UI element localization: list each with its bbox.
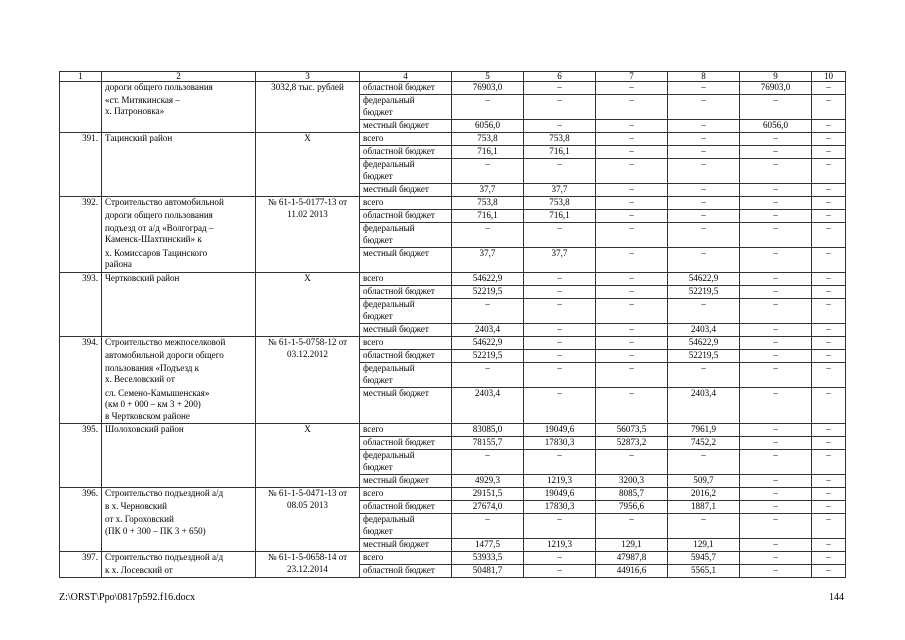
item-number: 397.: [60, 552, 102, 578]
amount-cell: –: [596, 450, 668, 475]
amount-cell: –: [812, 565, 846, 578]
amount-cell: 76903,0: [452, 82, 524, 95]
amount-cell: 753,8: [452, 197, 524, 210]
amount-cell: –: [524, 324, 596, 337]
column-header: 10: [812, 72, 846, 82]
amount-cell: –: [812, 475, 846, 488]
amount-cell: 17830,3: [524, 437, 596, 450]
table-row: [60, 350, 846, 363]
amount-cell: 2403,4: [668, 388, 740, 424]
amount-cell: –: [812, 488, 846, 501]
permit-document: 3032,8 тыс. рублей: [256, 82, 360, 133]
amount-cell: –: [668, 210, 740, 223]
amount-cell: –: [452, 95, 524, 120]
amount-cell: 753,8: [524, 197, 596, 210]
amount-cell: –: [524, 552, 596, 565]
amount-cell: 19049,6: [524, 488, 596, 501]
amount-cell: –: [740, 363, 812, 388]
amount-cell: 47987,8: [596, 552, 668, 565]
amount-cell: –: [812, 324, 846, 337]
amount-cell: –: [740, 248, 812, 273]
funding-source: местный бюджет: [360, 324, 452, 337]
table-row: [60, 120, 846, 133]
amount-cell: –: [596, 363, 668, 388]
amount-cell: –: [668, 159, 740, 184]
amount-cell: 52219,5: [452, 286, 524, 299]
object-description: [102, 475, 256, 488]
table-row: [60, 159, 846, 184]
amount-cell: –: [524, 95, 596, 120]
object-description: Строительство автомобильной: [102, 197, 256, 210]
amount-cell: –: [740, 565, 812, 578]
funding-source: областной бюджет: [360, 501, 452, 514]
amount-cell: 1477,5: [452, 539, 524, 552]
column-header: 6: [524, 72, 596, 82]
table-row: [60, 146, 846, 159]
object-description: [102, 159, 256, 184]
funding-source: всего: [360, 424, 452, 437]
amount-cell: 753,8: [524, 133, 596, 146]
amount-cell: 2403,4: [668, 324, 740, 337]
permit-document: Х: [256, 424, 360, 488]
amount-cell: –: [452, 159, 524, 184]
table-row: [60, 363, 846, 388]
amount-cell: –: [812, 184, 846, 197]
amount-cell: –: [740, 197, 812, 210]
amount-cell: 6056,0: [740, 120, 812, 133]
table-row: [60, 565, 846, 578]
amount-cell: –: [668, 450, 740, 475]
amount-cell: –: [524, 450, 596, 475]
amount-cell: 44916,6: [596, 565, 668, 578]
amount-cell: 1219,3: [524, 539, 596, 552]
amount-cell: 7452,2: [668, 437, 740, 450]
object-description: Строительство подъездной а/д: [102, 552, 256, 565]
object-description: подъезд от а/д «Волгоград – Каменск-Шахтинский» к: [102, 223, 256, 248]
amount-cell: –: [812, 450, 846, 475]
funding-source: федеральный бюджет: [360, 363, 452, 388]
amount-cell: –: [596, 133, 668, 146]
amount-cell: –: [524, 565, 596, 578]
object-description: сл. Семено-Камышенская» (км 0 + 000 – км 3 + 200) в Чертковском районе: [102, 388, 256, 424]
funding-source: федеральный бюджет: [360, 159, 452, 184]
amount-cell: 5565,1: [668, 565, 740, 578]
amount-cell: –: [524, 337, 596, 350]
amount-cell: –: [740, 424, 812, 437]
table-row: [60, 501, 846, 514]
amount-cell: 37,7: [524, 184, 596, 197]
amount-cell: 509,7: [668, 475, 740, 488]
funding-source: федеральный бюджет: [360, 514, 452, 539]
amount-cell: –: [740, 539, 812, 552]
table-row: [60, 248, 846, 273]
amount-cell: –: [740, 210, 812, 223]
amount-cell: 52219,5: [452, 350, 524, 363]
amount-cell: 52219,5: [668, 286, 740, 299]
funding-source: областной бюджет: [360, 565, 452, 578]
amount-cell: –: [740, 337, 812, 350]
amount-cell: 54622,9: [452, 337, 524, 350]
amount-cell: –: [812, 286, 846, 299]
amount-cell: –: [596, 146, 668, 159]
amount-cell: –: [740, 501, 812, 514]
funding-source: федеральный бюджет: [360, 95, 452, 120]
amount-cell: –: [740, 475, 812, 488]
amount-cell: –: [524, 273, 596, 286]
amount-cell: –: [596, 337, 668, 350]
amount-cell: 716,1: [524, 146, 596, 159]
amount-cell: –: [668, 133, 740, 146]
amount-cell: 129,1: [596, 539, 668, 552]
funding-source: местный бюджет: [360, 120, 452, 133]
table-body: [60, 82, 846, 578]
column-header: 9: [740, 72, 812, 82]
table-header-row: [60, 72, 846, 82]
item-number: 394.: [60, 337, 102, 424]
amount-cell: 29151,5: [452, 488, 524, 501]
permit-document: № 61-1-5-0471-13 от 08.05 2013: [256, 488, 360, 552]
amount-cell: –: [452, 299, 524, 324]
page-number: 144: [829, 592, 844, 603]
object-description: «ст. Митякинская – х. Патроновка»: [102, 95, 256, 120]
amount-cell: 50481,7: [452, 565, 524, 578]
object-description: пользования «Подъезд к х. Веселовский от: [102, 363, 256, 388]
amount-cell: –: [740, 146, 812, 159]
amount-cell: –: [524, 286, 596, 299]
amount-cell: 716,1: [452, 210, 524, 223]
amount-cell: 54622,9: [452, 273, 524, 286]
table-row: [60, 273, 846, 286]
amount-cell: –: [812, 350, 846, 363]
amount-cell: –: [812, 133, 846, 146]
amount-cell: –: [740, 388, 812, 424]
table-row: [60, 514, 846, 539]
amount-cell: 78155,7: [452, 437, 524, 450]
table-row: [60, 450, 846, 475]
amount-cell: –: [524, 159, 596, 184]
table-row: [60, 324, 846, 337]
column-header: 4: [360, 72, 452, 82]
object-description: Шолоховский район: [102, 424, 256, 437]
amount-cell: 83085,0: [452, 424, 524, 437]
amount-cell: –: [812, 248, 846, 273]
table-row: [60, 286, 846, 299]
amount-cell: –: [812, 424, 846, 437]
amount-cell: –: [596, 388, 668, 424]
amount-cell: –: [740, 437, 812, 450]
amount-cell: –: [812, 159, 846, 184]
amount-cell: 7961,9: [668, 424, 740, 437]
amount-cell: –: [596, 286, 668, 299]
amount-cell: 1219,3: [524, 475, 596, 488]
amount-cell: 53933,5: [452, 552, 524, 565]
table-row: [60, 184, 846, 197]
amount-cell: –: [812, 120, 846, 133]
funding-source: местный бюджет: [360, 388, 452, 424]
amount-cell: –: [596, 514, 668, 539]
table-row: [60, 299, 846, 324]
amount-cell: –: [740, 184, 812, 197]
amount-cell: –: [524, 363, 596, 388]
amount-cell: –: [596, 273, 668, 286]
object-description: [102, 324, 256, 337]
amount-cell: –: [812, 388, 846, 424]
amount-cell: –: [524, 514, 596, 539]
table-row: [60, 133, 846, 146]
amount-cell: –: [740, 324, 812, 337]
amount-cell: –: [596, 184, 668, 197]
amount-cell: –: [596, 120, 668, 133]
item-number: 396.: [60, 488, 102, 552]
object-description: к х. Лосевский от: [102, 565, 256, 578]
object-description: дороги общего пользования: [102, 210, 256, 223]
amount-cell: 56073,5: [596, 424, 668, 437]
funding-source: областной бюджет: [360, 146, 452, 159]
amount-cell: 37,7: [452, 248, 524, 273]
table-row: [60, 437, 846, 450]
amount-cell: –: [596, 248, 668, 273]
amount-cell: 716,1: [524, 210, 596, 223]
budget-table: [59, 71, 846, 578]
amount-cell: –: [524, 350, 596, 363]
amount-cell: –: [596, 299, 668, 324]
amount-cell: –: [668, 363, 740, 388]
item-number: 391.: [60, 133, 102, 197]
table-row: [60, 475, 846, 488]
amount-cell: –: [596, 82, 668, 95]
object-description: [102, 299, 256, 324]
amount-cell: –: [524, 120, 596, 133]
amount-cell: 4929,3: [452, 475, 524, 488]
column-header: 7: [596, 72, 668, 82]
funding-source: местный бюджет: [360, 539, 452, 552]
amount-cell: –: [812, 95, 846, 120]
amount-cell: –: [668, 184, 740, 197]
amount-cell: –: [596, 197, 668, 210]
item-number: 392.: [60, 197, 102, 273]
amount-cell: –: [740, 299, 812, 324]
amount-cell: –: [740, 286, 812, 299]
amount-cell: –: [668, 120, 740, 133]
amount-cell: –: [452, 363, 524, 388]
amount-cell: –: [596, 95, 668, 120]
amount-cell: –: [452, 514, 524, 539]
item-number: 395.: [60, 424, 102, 488]
table-row: [60, 223, 846, 248]
funding-source: федеральный бюджет: [360, 299, 452, 324]
permit-document: Х: [256, 133, 360, 197]
amount-cell: –: [740, 450, 812, 475]
object-description: Чертковский район: [102, 273, 256, 286]
amount-cell: –: [740, 552, 812, 565]
object-description: Тацинский район: [102, 133, 256, 146]
amount-cell: –: [524, 388, 596, 424]
funding-source: всего: [360, 552, 452, 565]
amount-cell: –: [596, 350, 668, 363]
amount-cell: –: [668, 299, 740, 324]
object-description: [102, 120, 256, 133]
funding-source: областной бюджет: [360, 210, 452, 223]
object-description: [102, 450, 256, 475]
item-number: 393.: [60, 273, 102, 337]
funding-source: федеральный бюджет: [360, 223, 452, 248]
funding-source: местный бюджет: [360, 475, 452, 488]
table-row: [60, 95, 846, 120]
amount-cell: 2403,4: [452, 388, 524, 424]
object-description: [102, 539, 256, 552]
permit-document: № 61-1-5-0177-13 от 11.02 2013: [256, 197, 360, 273]
column-header: 3: [256, 72, 360, 82]
amount-cell: –: [452, 450, 524, 475]
table-row: [60, 82, 846, 95]
amount-cell: 27674,0: [452, 501, 524, 514]
amount-cell: –: [668, 223, 740, 248]
object-description: [102, 184, 256, 197]
amount-cell: 19049,6: [524, 424, 596, 437]
amount-cell: –: [668, 248, 740, 273]
funding-source: местный бюджет: [360, 248, 452, 273]
amount-cell: –: [812, 146, 846, 159]
column-header: 1: [60, 72, 102, 82]
amount-cell: –: [524, 82, 596, 95]
column-header: 8: [668, 72, 740, 82]
object-description: дороги общего пользования: [102, 82, 256, 95]
amount-cell: 37,7: [524, 248, 596, 273]
amount-cell: –: [812, 273, 846, 286]
amount-cell: –: [452, 223, 524, 248]
amount-cell: 17830,3: [524, 501, 596, 514]
table-row: [60, 210, 846, 223]
amount-cell: –: [524, 299, 596, 324]
permit-document: Х: [256, 273, 360, 337]
amount-cell: 5945,7: [668, 552, 740, 565]
object-description: автомобильной дороги общего: [102, 350, 256, 363]
amount-cell: –: [596, 223, 668, 248]
amount-cell: –: [812, 501, 846, 514]
amount-cell: –: [740, 159, 812, 184]
amount-cell: 716,1: [452, 146, 524, 159]
object-description: х. Комиссаров Тацинского района: [102, 248, 256, 273]
amount-cell: –: [596, 159, 668, 184]
table-row: [60, 197, 846, 210]
object-description: Строительство межпоселковой: [102, 337, 256, 350]
amount-cell: –: [740, 350, 812, 363]
amount-cell: –: [524, 223, 596, 248]
object-description: [102, 146, 256, 159]
table-row: [60, 388, 846, 424]
table-row: [60, 539, 846, 552]
amount-cell: 6056,0: [452, 120, 524, 133]
amount-cell: 52873,2: [596, 437, 668, 450]
amount-cell: 52219,5: [668, 350, 740, 363]
amount-cell: –: [812, 82, 846, 95]
amount-cell: –: [740, 514, 812, 539]
funding-source: всего: [360, 133, 452, 146]
amount-cell: –: [812, 210, 846, 223]
amount-cell: –: [812, 539, 846, 552]
amount-cell: 7956,6: [596, 501, 668, 514]
object-description: Строительство подъездной а/д: [102, 488, 256, 501]
funding-source: местный бюджет: [360, 184, 452, 197]
amount-cell: –: [668, 514, 740, 539]
funding-source: областной бюджет: [360, 82, 452, 95]
amount-cell: 54622,9: [668, 337, 740, 350]
amount-cell: –: [812, 337, 846, 350]
funding-source: областной бюджет: [360, 350, 452, 363]
object-description: [102, 437, 256, 450]
amount-cell: 1887,1: [668, 501, 740, 514]
funding-source: всего: [360, 197, 452, 210]
amount-cell: 3200,3: [596, 475, 668, 488]
amount-cell: 37,7: [452, 184, 524, 197]
amount-cell: –: [596, 324, 668, 337]
column-header: 5: [452, 72, 524, 82]
object-description: от х. Гороховский (ПК 0 + 300 – ПК 3 + 650): [102, 514, 256, 539]
permit-document: № 61-1-5-0658-14 от 23.12.2014: [256, 552, 360, 578]
item-number: [60, 82, 102, 133]
amount-cell: 54622,9: [668, 273, 740, 286]
amount-cell: –: [812, 514, 846, 539]
amount-cell: –: [740, 223, 812, 248]
amount-cell: –: [740, 133, 812, 146]
amount-cell: –: [668, 197, 740, 210]
amount-cell: 76903,0: [740, 82, 812, 95]
funding-source: всего: [360, 488, 452, 501]
funding-source: всего: [360, 337, 452, 350]
amount-cell: –: [812, 197, 846, 210]
amount-cell: –: [812, 552, 846, 565]
amount-cell: –: [740, 273, 812, 286]
table-row: [60, 552, 846, 565]
amount-cell: 2403,4: [452, 324, 524, 337]
amount-cell: –: [668, 95, 740, 120]
amount-cell: –: [740, 95, 812, 120]
amount-cell: 753,8: [452, 133, 524, 146]
table-row: [60, 424, 846, 437]
amount-cell: 129,1: [668, 539, 740, 552]
amount-cell: –: [812, 223, 846, 248]
funding-source: федеральный бюджет: [360, 450, 452, 475]
object-description: [102, 286, 256, 299]
permit-document: № 61-1-5-0758-12 от 03.12.2012: [256, 337, 360, 424]
amount-cell: 2016,2: [668, 488, 740, 501]
amount-cell: –: [668, 82, 740, 95]
funding-source: областной бюджет: [360, 437, 452, 450]
amount-cell: –: [812, 437, 846, 450]
amount-cell: –: [812, 363, 846, 388]
object-description: в х. Черновский: [102, 501, 256, 514]
table-row: [60, 337, 846, 350]
amount-cell: –: [668, 146, 740, 159]
amount-cell: 8085,7: [596, 488, 668, 501]
amount-cell: –: [812, 299, 846, 324]
document-file-path: Z:\ORST\Ppo\0817p592.f16.docx: [59, 592, 196, 603]
table-row: [60, 488, 846, 501]
column-header: 2: [102, 72, 256, 82]
funding-source: областной бюджет: [360, 286, 452, 299]
amount-cell: –: [740, 488, 812, 501]
funding-source: всего: [360, 273, 452, 286]
amount-cell: –: [596, 210, 668, 223]
